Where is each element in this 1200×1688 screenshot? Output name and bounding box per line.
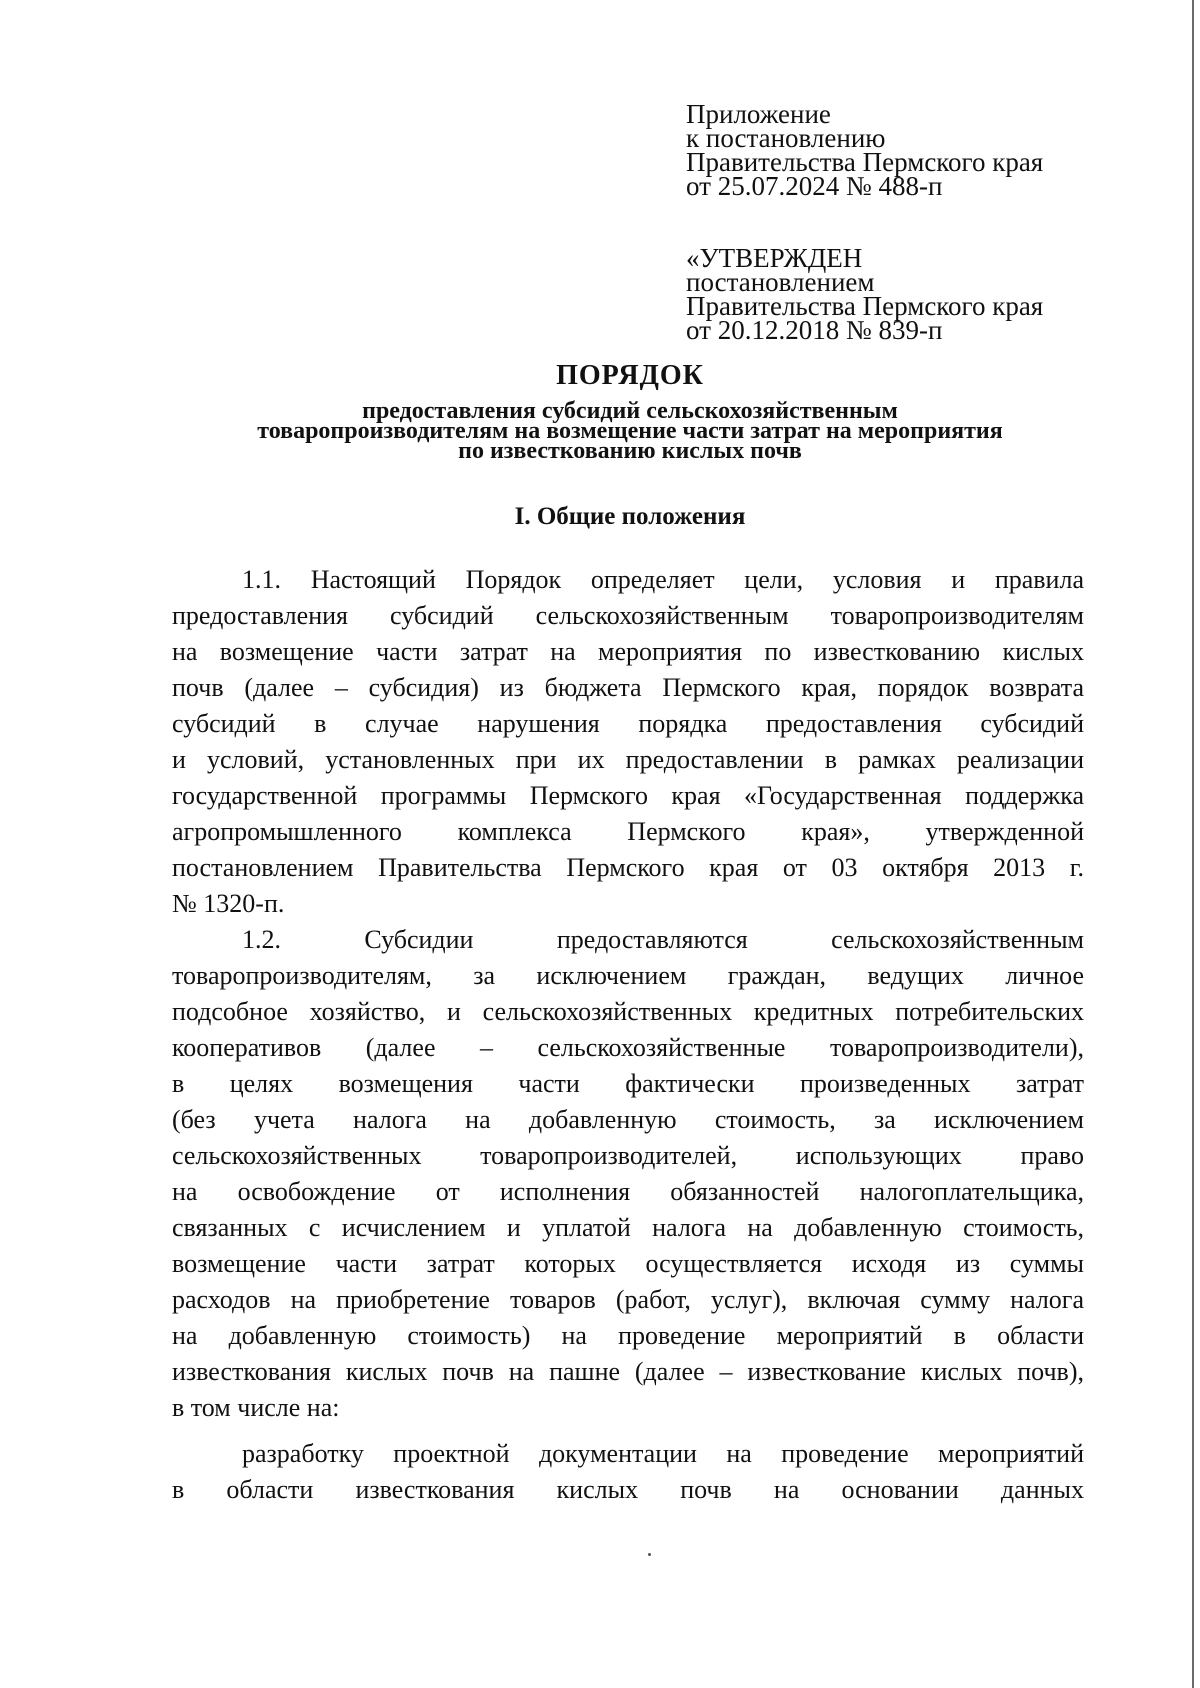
approval-line: «УТВЕРЖДЕН: [686, 243, 863, 273]
appendix-line: Правительства Пермского края: [686, 147, 1044, 177]
paragraph-line: в целях возмещения части фактически произведенных затрат: [172, 1069, 1084, 1098]
paragraph-line: связанных с исчислением и уплатой налога на добавленную стоимость,: [172, 1213, 1084, 1242]
subtitle-line: предоставления субсидий сельскохозяйственным: [362, 398, 898, 424]
appendix-line: Приложение: [686, 99, 831, 129]
scan-speck: [648, 1553, 651, 1556]
appendix-reference: [686, 99, 1044, 201]
paragraph-line: подсобное хозяйство, и сельскохозяйственных кредитных потребительских: [172, 997, 1084, 1026]
paragraph-line: на освобождение от исполнения обязанностей налогоплательщика,: [172, 1177, 1084, 1206]
paragraph-line: на возмещение части затрат на мероприятия по известкованию кислых: [172, 637, 1084, 666]
paragraph-line: расходов на приобретение товаров (работ, услуг), включая сумму налога: [172, 1285, 1084, 1314]
paragraph-line: разработку проектной документации на проведение мероприятий: [242, 1439, 1084, 1468]
paragraph-line: 1.1. Настоящий Порядок определяет цели, условия и правила: [242, 565, 1084, 594]
subtitle-line: по известкованию кислых почв: [458, 438, 802, 464]
paragraph-line: № 1320-п.: [172, 889, 285, 918]
paragraph-line: на добавленную стоимость) на проведение мероприятий в области: [172, 1321, 1084, 1350]
document-title: ПОРЯДОК: [556, 360, 704, 391]
paragraph-line: постановлением Правительства Пермского края от 03 октября 2013 г.: [172, 853, 1084, 882]
paragraph-line: и условий, установленных при их предоставлении в рамках реализации: [172, 745, 1084, 774]
paragraph-line: (без учета налога на добавленную стоимость, за исключением: [172, 1105, 1084, 1134]
approval-reference: [686, 243, 1044, 345]
paragraph-line: в области известкования кислых почв на основании данных: [172, 1475, 1084, 1504]
paragraph-line: субсидий в случае нарушения порядка предоставления субсидий: [172, 709, 1084, 738]
paragraph-line: предоставления субсидий сельскохозяйственным товаропроизводителям: [172, 601, 1084, 630]
approval-line: от 20.12.2018 № 839-п: [686, 315, 943, 345]
section-heading: I. Общие положения: [514, 503, 746, 530]
approval-line: Правительства Пермского края: [686, 291, 1044, 321]
document-subtitle: [0, 398, 1200, 464]
paragraph-line: товаропроизводителям, за исключением граждан, ведущих личное: [172, 961, 1084, 990]
paragraph-line: 1.2. Субсидии предоставляются сельскохозяйственным: [242, 925, 1084, 954]
appendix-line: к постановлению: [686, 123, 886, 153]
paragraph-line: в том числе на:: [172, 1393, 340, 1422]
paragraph-line: государственной программы Пермского края «Государственная поддержка: [172, 781, 1084, 810]
appendix-line: от 25.07.2024 № 488-п: [686, 171, 943, 201]
scan-edge: [1192, 0, 1194, 1688]
paragraph-line: кооперативов (далее – сельскохозяйственные товаропроизводители),: [172, 1033, 1084, 1062]
approval-line: постановлением: [686, 267, 875, 297]
paragraph-line: агропромышленного комплекса Пермского края», утвержденной: [172, 817, 1084, 846]
paragraph-line: почв (далее – субсидия) из бюджета Пермского края, порядок возврата: [172, 673, 1084, 702]
paragraph-line: известкования кислых почв на пашне (далее – известкование кислых почв),: [172, 1357, 1084, 1386]
paragraph-line: возмещение части затрат которых осуществляется исходя из суммы: [172, 1249, 1084, 1278]
paragraph-line: сельскохозяйственных товаропроизводителей, использующих право: [172, 1141, 1084, 1170]
subtitle-line: товаропроизводителям на возмещение части затрат на мероприятия: [257, 418, 1003, 444]
